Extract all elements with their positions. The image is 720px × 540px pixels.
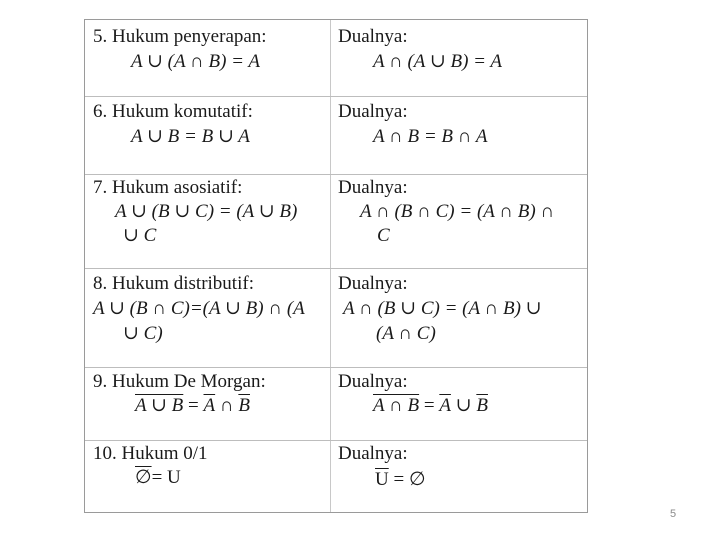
dual-expression-line-1: A ∩ (B ∩ C) = (A ∩ B) ∩ bbox=[360, 201, 555, 222]
law-complement-b: $\overline{B}$ bbox=[238, 395, 250, 416]
law-expression-rest: = U bbox=[151, 467, 181, 488]
law-expression bbox=[135, 394, 250, 417]
dual-expression: A ∩ (A ∪ B) = A bbox=[373, 51, 503, 72]
row-divider bbox=[85, 367, 587, 368]
law-complement-union: A ∪ B bbox=[135, 395, 184, 416]
row-divider bbox=[85, 268, 587, 269]
law-expression: A ∪ (A ∩ B) = A bbox=[131, 51, 261, 72]
law-title: 10. Hukum 0/1 bbox=[93, 443, 208, 464]
law-expression-line-2: ∪ C bbox=[123, 225, 157, 246]
universal-set-complement: $\overline{U}$ bbox=[375, 469, 389, 490]
dual-expression-line-2: C bbox=[377, 225, 390, 246]
dual-expression-line-2: (A ∩ C) bbox=[376, 323, 436, 344]
dual-title: Dualnya: bbox=[338, 101, 408, 122]
law-title: 6. Hukum komutatif: bbox=[93, 101, 253, 122]
law-operator: ∩ bbox=[215, 395, 239, 416]
set-laws-table bbox=[84, 19, 588, 513]
row-divider bbox=[85, 174, 587, 175]
dual-expression-line-1: A ∩ (B ∪ C) = (A ∩ B) ∪ bbox=[343, 298, 542, 319]
row-divider bbox=[85, 96, 587, 97]
law-title: 9. Hukum De Morgan: bbox=[93, 371, 266, 392]
law-expression-line-1: A ∪ (B ∪ C) = (A ∪ B) bbox=[115, 201, 298, 222]
law-expression-line-2: ∪ C) bbox=[123, 323, 163, 344]
law-title: 8. Hukum distributif: bbox=[93, 273, 254, 294]
law-expression bbox=[135, 466, 181, 489]
dual-expression: A ∩ B = B ∩ A bbox=[373, 126, 488, 147]
dual-expression bbox=[373, 394, 488, 417]
law-expression-line-1: A ∪ (B ∩ C)=(A ∪ B) ∩ (A bbox=[93, 298, 305, 319]
law-complement-a: $\overline{A}$ bbox=[203, 395, 216, 416]
dual-complement-b: $\overline{B}$ bbox=[476, 395, 488, 416]
dual-title: Dualnya: bbox=[338, 177, 408, 198]
dual-title: Dualnya: bbox=[338, 443, 408, 464]
column-divider bbox=[330, 20, 331, 512]
page-number: 5 bbox=[669, 508, 677, 520]
dual-equals: = bbox=[419, 395, 440, 416]
dual-title: Dualnya: bbox=[338, 273, 408, 294]
dual-expression-rest: = ∅ bbox=[388, 469, 426, 490]
law-title: 7. Hukum asosiatif: bbox=[93, 177, 243, 198]
row-divider bbox=[85, 440, 587, 441]
dual-complement-a: $\overline{A}$ bbox=[439, 395, 451, 416]
law-title: 5. Hukum penyerapan: bbox=[93, 26, 267, 47]
dual-complement-intersection: A ∩ B bbox=[373, 395, 420, 416]
empty-set-complement: ∅ bbox=[135, 467, 152, 488]
dual-operator: ∪ bbox=[450, 395, 477, 416]
law-expression: A ∪ B = B ∪ A bbox=[131, 126, 250, 147]
law-equals: = bbox=[183, 395, 204, 416]
dual-title: Dualnya: bbox=[338, 26, 408, 47]
dual-title: Dualnya: bbox=[338, 371, 408, 392]
dual-expression bbox=[375, 468, 426, 491]
